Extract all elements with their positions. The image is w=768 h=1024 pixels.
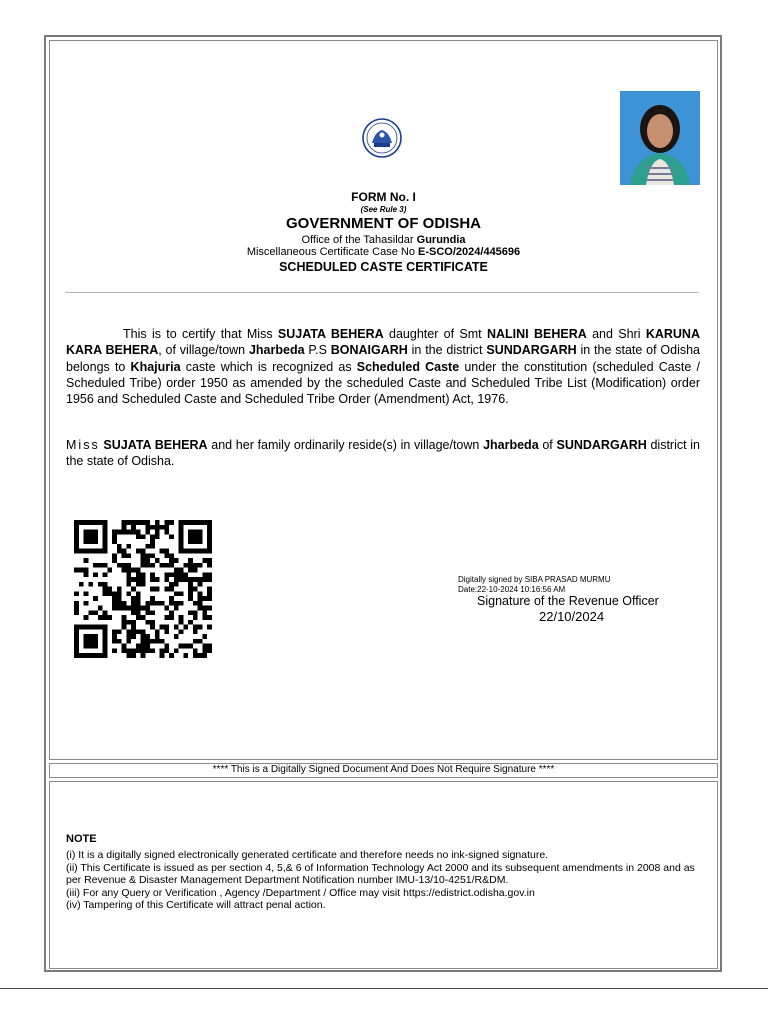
note-list [66,849,706,912]
paragraph-run: BONAIGARH [330,343,408,358]
paragraph-run: , of village/town [158,343,249,358]
note-item: (ii) This Certificate is issued as per section 4, 5,& 6 of Information Technology Act 2000 and its subsequent amendments in 2008 and as per Revenue & Disaster Management Department Notification number IMU-13/10-4251/R&DM. [66,861,695,887]
government-title: GOVERNMENT OF ODISHA [285,215,481,232]
paragraph-run: Miss [66,438,100,452]
paragraph-run: in the district [407,343,487,358]
form-rule: (See Rule 3) [360,205,407,214]
case-label: Miscellaneous Certificate Case No [246,246,415,258]
paragraph-run: P.S [304,343,331,358]
paragraph-run: Jharbeda [483,438,539,452]
signature-title: Signature of the Revenue Officer [477,594,659,608]
qr-code[interactable] [70,520,216,658]
signed-date-text: Date:22-10-2024 10:16:56 AM [458,585,566,594]
paragraph-run: Jharbeda [248,343,305,358]
paragraph-run: SUNDARGARH [556,438,647,452]
paragraph-run: SUNDARGARH [486,343,577,358]
case-line [49,246,718,258]
note-item: (iii) For any Query or Verification , Agency /Department / Office may visit https://edistrict.odisha.gov.in [66,886,535,899]
paragraph-run: SUJATA BEHERA [99,438,208,452]
signature-date: 22/10/2024 [539,609,605,624]
office-line [49,234,718,246]
form-number: FORM No. I [351,190,416,204]
paragraph-run: Scheduled Caste [356,359,460,374]
paragraph-run: of [538,438,557,452]
page-bottom-rule [0,988,768,989]
certificate-paragraph-2 [66,437,700,470]
paragraph-run: daughter of Smt [383,327,487,341]
paragraph-run: SUJATA BEHERA [277,327,384,341]
digital-signed-notice: **** This is a Digitally Signed Document And Does Not Require Signature **** [49,763,718,778]
note-item: (i) It is a digitally signed electronically generated certificate and therefore needs no ink-signed signature. [66,849,549,861]
paragraph-run: under the constitution (scheduled Caste / Scheduled Tribe) order 1950 as amended by the scheduled Caste and Scheduled Tribe List (Modification) order 1956 and Scheduled Caste and Scheduled Tribe Order (Amendment) Act, 1976. [66,359,700,407]
paragraph-run: Khajuria [130,359,181,374]
certificate-title: SCHEDULED CASTE CERTIFICATE [279,260,488,274]
note-item: (iv) Tampering of this Certificate will attract penal action. [66,899,326,912]
note-title: NOTE [66,833,97,845]
paragraph-run: and her family ordinarily reside(s) in village/town [207,438,484,452]
header-divider [65,292,699,293]
office-value: Gurundia [416,234,466,246]
digital-signature-stamp [458,575,611,595]
odisha-emblem-icon [361,117,403,159]
office-label: Office of the Tahasildar [301,234,414,246]
certificate-paragraph-1 [66,326,700,407]
paragraph-run: KARUNA KARA BEHERA [66,327,700,358]
case-number: E-SCO/2024/445696 [418,246,521,258]
applicant-photo [620,91,700,185]
signed-by-text: Digitally signed by SIBA PRASAD MURMU [458,575,611,584]
paragraph-run: caste which is recognized as [180,359,357,374]
paragraph-run: NALINI BEHERA [486,327,587,341]
paragraph-run: in the state of Odisha belongs to [66,343,700,374]
paragraph-run: and Shri [586,327,646,341]
paragraph-run: district in the state of Odisha. [66,438,700,469]
paragraph-run: This is to certify that Miss [123,327,278,341]
